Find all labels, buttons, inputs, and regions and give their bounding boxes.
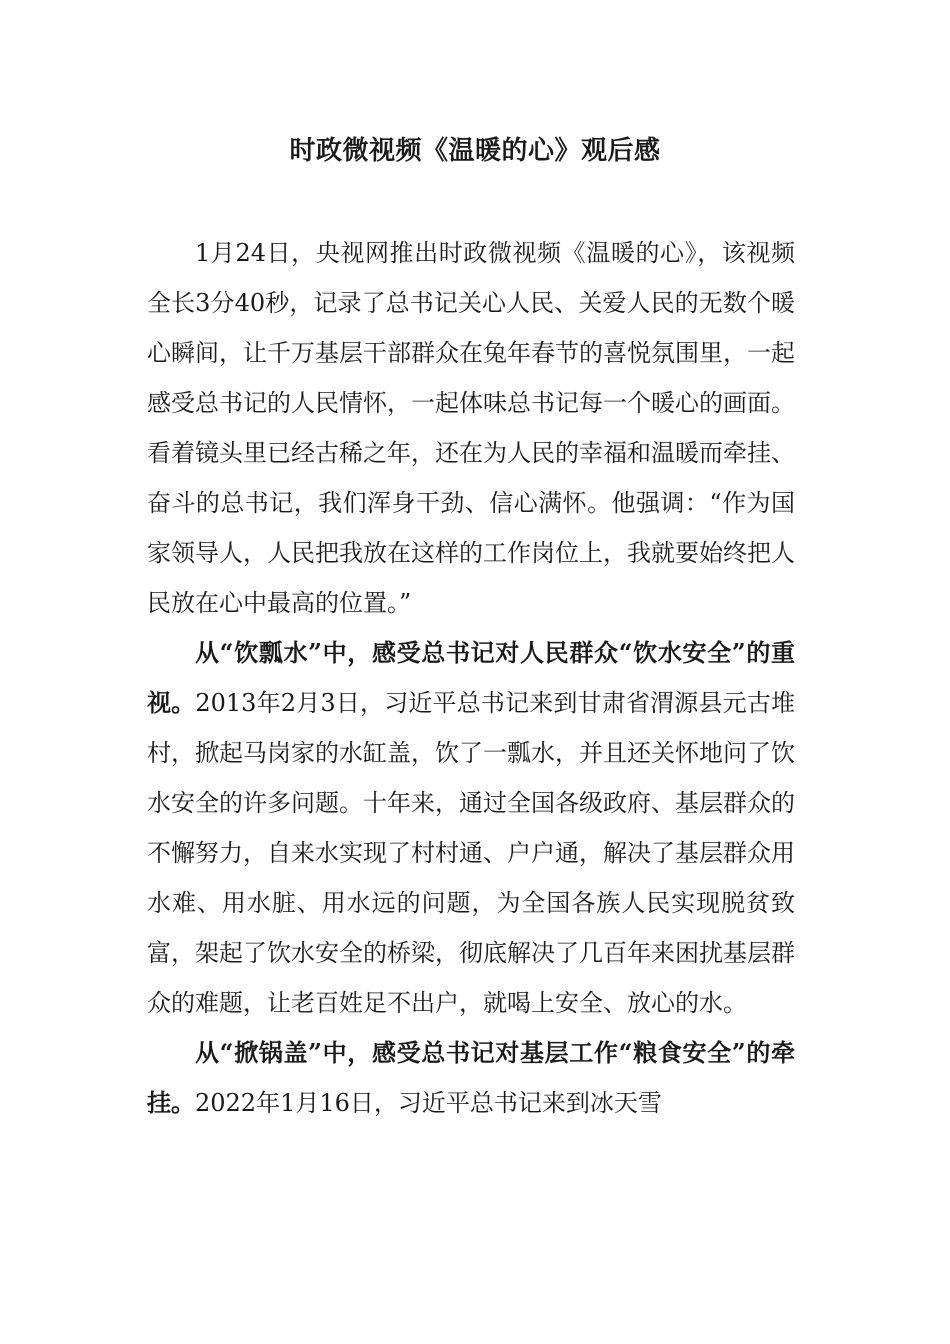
paragraph-3 <box>147 1028 795 1128</box>
document-body <box>147 228 795 1128</box>
paragraph-1 <box>147 228 795 628</box>
paragraph-2-lead: 从“饮瓢水”中，感受总书记对人民群众“饮水安全”的重视。 <box>147 638 795 717</box>
paragraph-3-text: 2022年1月16日，习近平总书记来到冰天雪 <box>195 1089 662 1117</box>
paragraph-2 <box>147 628 795 1028</box>
paragraph-3-lead: 从“掀锅盖”中，感受总书记对基层工作“粮食安全”的牵挂。 <box>147 1038 795 1117</box>
paragraph-2-text: 2013年2月3日，习近平总书记来到甘肃省渭源县元古堆村，掀起马岗家的水缸盖，饮了一瓢水，并且还关怀地问了饮水安全的许多问题。十年来，通过全国各级政府、基层群众的不懈努力，自来水实现了村村通、户户通，解决了基层群众用水难、用水脏、用水远的问题，为全国各族人民实现脱贫致富，架起了饮水安全的桥梁，彻底解决了几百年来困扰基层群众的难题，让老百姓足不出户，就喝上安全、放心的水。 <box>147 689 795 1017</box>
document-title: 时政微视频《温暖的心》观后感 <box>289 136 661 166</box>
paragraph-1-text: 1月24日，央视网推出时政微视频《温暖的心》，该视频全长3分40秒，记录了总书记关心人民、关爱人民的无数个暖心瞬间，让千万基层干部群众在兔年春节的喜悦氛围里，一起感受总书记的人民情怀，一起体味总书记每一个暖心的画面。看着镜头里已经古稀之年，还在为人民的幸福和温暖而牵挂、奋斗的总书记，我们浑身干劲、信心满怀。他强调：“作为国家领导人，人民把我放在这样的工作岗位上，我就要始终把人民放在心中最高的位置。” <box>147 239 795 617</box>
